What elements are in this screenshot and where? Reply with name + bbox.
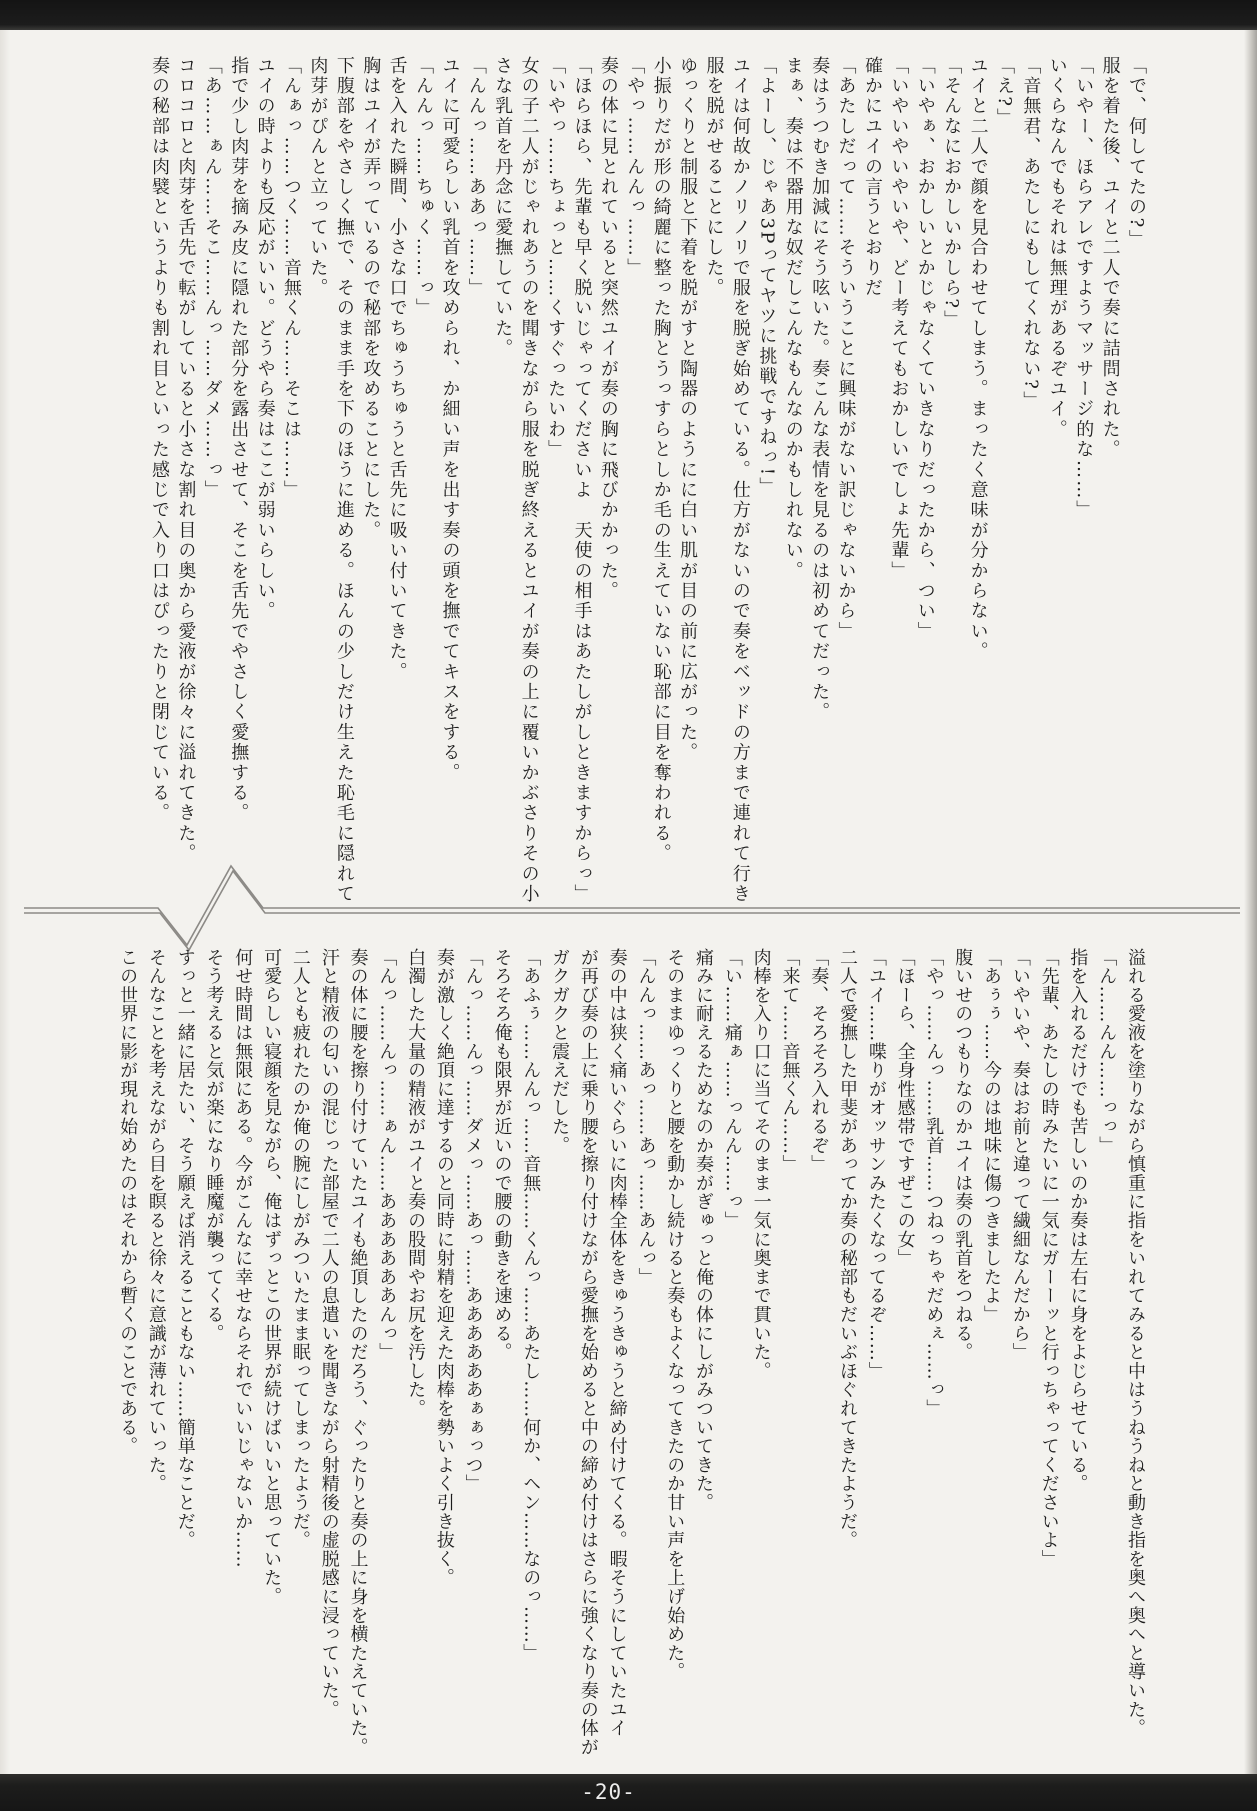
text-column: 「いやいや、奏はお前と違って繊細なんだから」 [1009, 948, 1031, 1362]
text-column: 「んんっ……ちゅく……っ」 [413, 56, 435, 319]
text-column: 奏の秘部は肉襞というよりも割れ目といった感じで入り口はぴったりと閉じている。 [148, 56, 170, 824]
text-column: 「音無君、あたしにもしてくれない?」 [1020, 56, 1042, 412]
text-column: 奏が激しく絶頂に達するのと同時に射精を迎えた肉棒を勢いよく引き抜く。 [433, 948, 455, 1588]
text-column: そのままゆっくりと腰を動かし続けると奏もよくなってきたのか甘い声を上げ始めた。 [664, 948, 686, 1682]
text-column: 「い……痛ぁ……っんん……っ」 [721, 948, 743, 1230]
text-column: ガクガクと震えだした。 [549, 948, 571, 1155]
scan-edge-top [0, 0, 1257, 30]
text-column: そろそろ俺も限界が近いので腰の動きを速める。 [491, 948, 513, 1362]
text-column: 「あぅぅ……今のは地味に傷つきましたよ」 [981, 948, 1003, 1324]
text-column: 溢れる愛液を塗りながら慎重に指をいれてみると中はうねうねと動き指を奥へ奥へと導いた。 [1125, 948, 1146, 1738]
text-column: 「いやっ……ちょっと……くすぐったいわ」 [545, 56, 567, 460]
page-number: -20- [581, 1780, 636, 1804]
text-column: 「やっ……んんっ……」 [624, 56, 646, 279]
text-column: ユイの時よりも反応がいい。どうやら奏はここが弱いらしい。 [254, 56, 276, 622]
scan-edge-left [0, 30, 10, 1774]
scan-edge-right [1244, 30, 1257, 1774]
text-column: まぁ、奏は不器用な奴だしこんなもんなのかもしれない。 [782, 56, 804, 582]
text-column: 何せ時間は無限にある。今がこんなに幸せならそれでいいじゃないか…… [232, 948, 254, 1569]
text-column: 指を入れるだけでも苦しいのか奏は左右に身をよじらせている。 [1067, 948, 1089, 1494]
text-column: 奏の中は狭く痛いぐらいに肉棒全体をきゅうきゅうと締め付けてくる。暇そうにしていたユイ [606, 948, 628, 1738]
text-column: 「ユイ……喋りがオッサンみたくなってるぞ……」 [865, 948, 887, 1381]
text-column: 「ほらほら、先輩も早く脱いじゃってくださいよ 天使の相手はあたしがしときますからっ」 [571, 56, 593, 905]
text-column: 服を着た後、ユイと二人で奏に詰問された。 [1099, 56, 1121, 460]
text-column: ユイと二人で顔を見合わせてしまう。まったく意味が分からない。 [967, 56, 989, 662]
text-column: 「そんなにおかしいかしら?」 [941, 56, 963, 331]
text-column: コロコロと肉芽を舌先で転がしていると小さな割れ目の奥から愛液が徐々に溢れてきた。 [175, 56, 197, 864]
text-column: 「いやー、ほらアレですようマッサージ的な……」 [1073, 56, 1095, 521]
text-column: そう考えると気が楽になり睡魔が襲ってくる。 [203, 948, 225, 1343]
story-text-bottom-section [112, 948, 1149, 1760]
text-column: 奏の体に見とれていると突然ユイが奏の胸に飛びかかった。 [597, 56, 619, 602]
text-column: ユイは何故かノリノリで服を脱ぎ始めている。仕方がないので奏をベッドの方まで連れて行き [729, 56, 751, 905]
text-column: 下腹部をやさしく撫で、そのまま手を下のほうに進める。ほんの少しだけ生えた恥毛に隠れて [333, 56, 355, 905]
text-column: 「んんっ……あっ……あっ……あんっ」 [635, 948, 657, 1287]
text-column: いくらなんでもそれは無理があるぞユイ。 [1046, 56, 1068, 440]
text-column: 指で少し肉芽を摘み皮に隠れた部分を露出させて、そこを舌先でやさしく愛撫する。 [228, 56, 250, 824]
text-column: この世界に影が現れ始めたのはそれから暫くのことである。 [117, 948, 139, 1456]
text-column: 「んぁっ……つく……音無くん……そこは……」 [281, 56, 302, 501]
text-column: 奏はうつむき加減にそう呟いた。奏こんな表情を見るのは初めてだった。 [809, 56, 831, 723]
text-column: 「ほーら、全身性感帯ですぜこの女」 [894, 948, 916, 1268]
text-column: 「んっ……んっ……ぁん……ああああああんっ」 [376, 948, 398, 1362]
text-column: 肉棒を入り口に当てそのまま一気に奥まで貫いた。 [750, 948, 772, 1381]
text-column: 舌を入れた瞬間、小さな口でちゅうちゅうと舌先に吸い付いてきた。 [386, 56, 408, 683]
text-column: 「え?」 [993, 56, 1015, 129]
text-column: 確かにユイの言うとおりだ [861, 56, 883, 299]
text-column: 「来て……音無くん……」 [779, 948, 801, 1174]
text-column: 「あふぅ……んんっ……音無……くんっ……あたし……何か、ヘン……なのっ……」 [520, 948, 542, 1663]
text-column: ユイに可愛らしい乳首を攻められ、か細い声を出す奏の頭を撫でてキスをする。 [439, 56, 461, 784]
text-column: 「やっ……んっ……乳首……つねっちゃだめぇ……っ」 [923, 948, 945, 1418]
text-column: さな乳首を丹念に愛撫していた。 [492, 56, 514, 359]
footer-bar [0, 1774, 1257, 1811]
text-column: 奏の体に腰を擦り付けていたユイも絶頂したのだろう、ぐったりと奏の上に身を横たえていた。 [347, 948, 369, 1757]
text-column: 可愛らしい寝顔を見ながら、俺はずっとこの世界が続けばいいと思っていた。 [261, 948, 283, 1606]
text-column: 胸はユイが弄っているので秘部を攻めることにした。 [360, 56, 382, 541]
text-column: 服を脱がせることにした。 [703, 56, 725, 299]
text-column: 「いやいやいやいや、どー考えてもおかしいでしょ先輩」 [888, 56, 910, 582]
text-column: 「いやぁ、おかしいとかじゃなくていきなりだったから、つい」 [914, 56, 936, 642]
text-column: 「んんっ……ああっ……」 [465, 56, 487, 299]
text-column: 「先輩、あたしの時みたいに一気にガーーッと行っちゃってくださいよ」 [1038, 948, 1060, 1569]
text-column: 白濁した大量の精液がユイと奏の股間やお尻を汚した。 [405, 948, 427, 1418]
text-column: 「奏、そろそろ入れるぞ」 [808, 948, 830, 1174]
text-column: 二人で愛撫した甲斐があってか奏の秘部もだいぶほぐれてきたようだ。 [837, 948, 859, 1550]
text-column: 腹いせのつもりなのかユイは奏の乳首をつねる。 [952, 948, 974, 1362]
text-column: 「で、何してたの?」 [1126, 56, 1147, 250]
text-column: 肉芽がぴんと立っていた。 [307, 56, 329, 299]
text-column: そんなことを考えながら目を瞑ると徐々に意識が薄れていった。 [145, 948, 167, 1494]
text-column: 二人とも疲れたのか俺の腕にしがみついたまま眠ってしまったようだ。 [289, 948, 311, 1550]
text-column: 「あ……ぁん……そこ……んっ……ダメ……っ」 [201, 56, 223, 501]
text-column: 「あたしだって……そういうことに興味がない訳じゃないから」 [835, 56, 857, 642]
text-column: 「よーし、じゃあ3Pってヤツに挑戦ですねっ!」 [756, 56, 778, 498]
text-column: が再び奏の上に乗り腰を擦り付けながら愛撫を始めると中の締め付けはさらに強くなり奏の体が [577, 948, 599, 1757]
text-column: ゆっくりと制服と下着を脱がすと陶器のようにに白い肌が目の前に広がった。 [677, 56, 699, 763]
story-text-top-section [146, 56, 1149, 908]
text-column: 「ん……んん……っっ」 [1096, 948, 1118, 1155]
text-column: すっと一緒に居たい、そう願えば消えることもない……簡単なことだ。 [174, 948, 196, 1550]
text-column: 「んっ……んっ……ダメっ……あっ……ああああああぁぁっつ」 [462, 948, 484, 1494]
text-column: 女の子二人がじゃれあうのを聞きながら服を脱ぎ終えるとユイが奏の上に覆いかぶさりその小 [518, 56, 540, 905]
text-column: 小振りだが形の綺麗に整った胸とうっすらとしか毛の生えていない恥部に目を奪われる。 [650, 56, 672, 865]
text-column: 汗と精液の匂いの混じった部屋で二人の息遣いを聞きながら射精後の虚脱感に浸っていた。 [318, 948, 340, 1719]
text-column: 痛みに耐えるためなのか奏がぎゅっと俺の体にしがみついてきた。 [693, 948, 715, 1512]
